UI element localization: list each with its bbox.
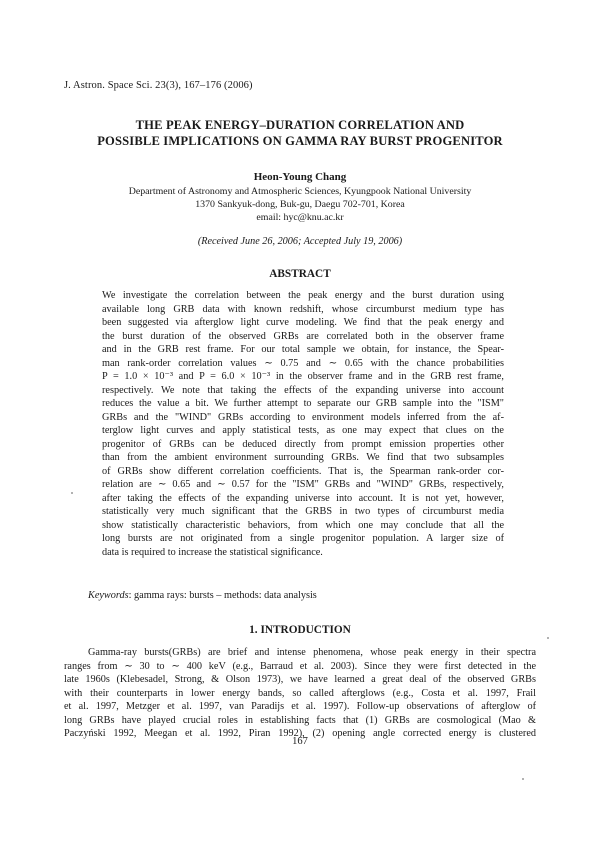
abstract-line: man rank-order correlation values ∼ 0.75 and ∼ 0.65 with the chance probabilities [102, 357, 504, 369]
abstract-line: data is required to increase the statistical significance. [102, 546, 323, 558]
abstract-line: than from the ambient environment surrounding GRBs. We find that two subsamples [102, 452, 504, 464]
abstract-body [102, 289, 504, 559]
introduction-heading: 1. INTRODUCTION [249, 624, 351, 636]
affiliation-line: 1370 Sankyuk-dong, Buk-gu, Daegu 702-701, Korea [195, 199, 405, 210]
abstract-line: been suggested via afterglow light curve modeling. We find that the peak energy and [102, 317, 504, 329]
abstract-line: respectively. We note that taking the effects of the expanding universe into account [102, 384, 504, 396]
keywords-text: : gamma rays: bursts – methods: data analysis [128, 590, 317, 601]
scan-speck [71, 492, 73, 494]
introduction-line: with their counterparts in lower energy bands, so called afterglows (e.g., Costa et al. 1997, Frail [64, 687, 536, 699]
affiliation-line: Department of Astronomy and Atmospheric Sciences, Kyungpook National University [128, 186, 472, 197]
page-number: 167 [292, 736, 308, 747]
abstract-line: reduces the value a bit. We further attempt to separate our GRB sample into the "ISM" [102, 398, 504, 410]
introduction-line: long GRBs have played crucial roles in establishing facts that (1) GRBs are cosmological (Mao & [64, 714, 536, 726]
keywords [88, 590, 317, 601]
abstract-line: the burst duration of the observed GRBs are correlated both in the observer frame [102, 330, 504, 342]
abstract-line: show statistically characteristic behaviors, from which one may conclude that all the [102, 519, 504, 531]
introduction-line: et al. 1997, Metzger et al. 1997, van Paradijs et al. 1997). Follow-up observations of afterglow of [64, 701, 536, 713]
author-email: email: hyc@knu.ac.kr [256, 212, 344, 223]
abstract-line: P = 1.0 × 10⁻³ and P = 6.0 × 10⁻³ in the observer frame and in the GRB rest frame, [102, 371, 504, 383]
scan-speck [522, 778, 524, 780]
author-affiliation [0, 185, 600, 224]
introduction-line: Gamma-ray bursts(GRBs) are brief and intense phenomena, whose peak energy in their spectra [88, 647, 536, 658]
abstract-line: We investigate the correlation between the peak energy and the burst duration using [102, 290, 504, 301]
scan-speck [547, 637, 549, 639]
title-line: POSSIBLE IMPLICATIONS ON GAMMA RAY BURST PROGENITOR [97, 134, 503, 148]
abstract-line: terglow light curves and apply statistical tests, as one may expect that clues on the [102, 425, 504, 437]
journal-reference: J. Astron. Space Sci. 23(3), 167–176 (2006) [64, 80, 253, 91]
abstract-line: relation are ∼ 0.65 and ∼ 0.57 for the "ISM" GRBs and "WIND" GRBs, respectively, [102, 479, 504, 491]
introduction-line: late 1960s (Klebesadel, Strong, & Olson 1973), we have learned a great deal of the observed GRBs [64, 674, 536, 686]
abstract-line: of GRBs show different correlation coefficients. That is, the Spearman rank-order cor- [102, 465, 504, 477]
abstract-heading: ABSTRACT [269, 268, 331, 280]
paper-title [0, 117, 600, 149]
abstract-line: available long GRB data with known redshift, whose circumburst medium type has [102, 303, 504, 315]
abstract-line: after taking the effects of the expanding universe into account. It is not yet, however, [102, 492, 504, 504]
introduction-body [64, 646, 536, 741]
abstract-line: GRBs and the "WIND" GRBs according to environment models inferred from the af- [102, 411, 504, 423]
author-name: Heon-Young Chang [253, 171, 347, 183]
introduction-line: Paczyński 1992, Meegan et al. 1992, Piran 1992), (2) opening angle corrected energy is clustered [64, 728, 536, 740]
received-dates: (Received June 26, 2006; Accepted July 19, 2006) [197, 236, 403, 247]
abstract-line: long bursts are not originated from a single progenitor population. A larger size of [102, 533, 504, 545]
keywords-label: Keywords [88, 590, 129, 601]
abstract-line: and in the GRB rest frame. For our total sample we obtain, for instance, the Spear- [102, 344, 504, 356]
abstract-line: statistically very much significant that the GRBS in two types of circumburst media [102, 506, 504, 518]
abstract-line: progenitor of GRBs can be deduced directly from prompt emission properties other [102, 438, 504, 450]
title-line: THE PEAK ENERGY–DURATION CORRELATION AND [135, 118, 465, 132]
introduction-line: ranges from ∼ 30 to ∼ 400 keV (e.g., Barraud et al. 2003). Since they were first detected in the [64, 660, 536, 672]
